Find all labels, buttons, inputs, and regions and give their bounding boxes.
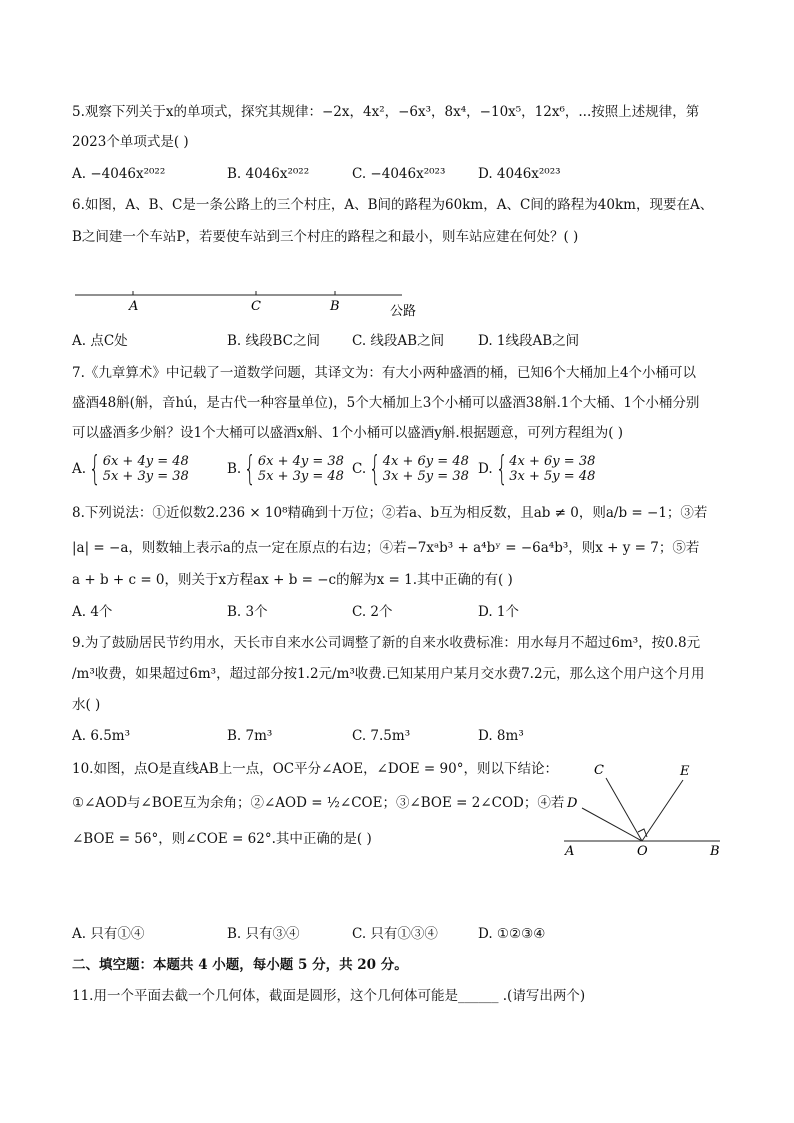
q11-line1: 11.用一个平面去截一个几何体，截面是圆形，这个几何体可能是______ .(请写出两个) (72, 988, 586, 1004)
q6-option-b: B. 线段BC之间 (227, 333, 321, 349)
q7-line3: 可以盛酒多少斛？设1个大桶可以盛酒x斛、1个小桶可以盛酒y斛.根据题意，可列方程组为( ) (72, 425, 624, 441)
q7-line1: 7.《九章算术》中记载了一道数学问题，其译文为：有大小两种盛酒的桶，已知6个大桶加上4个小桶可以 (72, 365, 697, 381)
q10-option-c: C. 只有①③④ (352, 926, 438, 942)
point-label-a: A (129, 299, 139, 314)
q5-option-d: D. 4046x²⁰²³ (478, 166, 561, 182)
q9-option-a: A. 6.5m³ (72, 728, 131, 744)
point-label-c: C (594, 763, 604, 778)
point-label-b: B (330, 299, 340, 314)
point-label-b: B (710, 844, 720, 859)
q6-option-a: A. 点C处 (72, 333, 128, 349)
q6-options (72, 330, 732, 352)
equation-2: 5x + 3y = 38 (102, 469, 189, 484)
q7-option-c (352, 449, 469, 489)
equation-2: 3x + 5y = 48 (509, 469, 596, 484)
brace: { (244, 449, 256, 489)
q10-line1: 10.如图，点O是直线AB上一点，OC平分∠AOE，∠DOE = 90°，则以下结论： (72, 761, 558, 777)
option-label: B. (227, 461, 242, 477)
point-label-e: E (680, 764, 690, 779)
q6-road-figure (70, 283, 430, 323)
equation-1: 4x + 6y = 38 (509, 454, 596, 469)
q6-line2: B之间建一个车站P，若要使车站到三个村庄的路程之和最小，则车站应建在何处？( ) (72, 229, 579, 245)
brace: { (369, 449, 381, 489)
option-label: D. (478, 461, 493, 477)
option-label: A. (72, 461, 87, 477)
q10-options (72, 923, 732, 945)
q6-option-d: D. 1线段AB之间 (478, 333, 580, 349)
q8-option-a: A. 4个 (72, 604, 113, 620)
q10-option-b: B. 只有③④ (227, 926, 300, 942)
q9-option-d: D. 8m³ (478, 728, 524, 744)
brace: { (495, 449, 508, 489)
q9-option-b: B. 7m³ (227, 728, 273, 744)
q8-option-d: D. 1个 (478, 604, 520, 620)
q9-line3: 水( ) (72, 697, 101, 713)
road-label: 公路 (390, 304, 417, 319)
q9-line1: 9.为了鼓励居民节约用水，天长市自来水公司调整了新的自来水收费标准：用水每月不超过6m³，按0.8元 (72, 635, 701, 651)
q6-line1: 6.如图，A、B、C是一条公路上的三个村庄，A、B间的路程为60km，A、C间的路程为40km，现要在A、 (72, 197, 714, 213)
q10-line3: ∠BOE = 56°，则∠COE = 62°.其中正确的是( ) (72, 831, 372, 847)
q7-option-b (227, 449, 344, 489)
q8-option-b: B. 3个 (227, 604, 268, 620)
q7-option-d (478, 449, 596, 489)
q9-line2: /m³收费，如果超过6m³，超过部分按1.2元/m³收费.已知某用户某月交水费7.2元，那么这个用户这个月用 (72, 666, 705, 682)
ray-oe (642, 780, 683, 841)
q5-options (72, 163, 732, 185)
q7-options (72, 449, 732, 489)
equation-2: 5x + 3y = 48 (257, 469, 344, 484)
q8-option-c: C. 2个 (352, 604, 393, 620)
q8-options (72, 601, 732, 623)
brace: { (88, 449, 101, 489)
q5-line1: 5.观察下列关于x的单项式，探究其规律：−2x，4x²，−6x³，8x⁴，−10x⁵，12x⁶，...按照上述规律，第 (72, 104, 700, 120)
section-heading: 二、填空题：本题共 4 小题，每小题 5 分，共 20 分。 (72, 957, 408, 973)
equation-1: 4x + 6y = 48 (382, 454, 469, 469)
q5-option-a: A. −4046x²⁰²² (72, 166, 166, 182)
q7-line2: 盛酒48斛(斛，音hú，是古代一种容量单位)，5个大桶加上3个小桶可以盛酒38斛.1个大桶、1个小桶分别 (72, 395, 700, 411)
q5-option-c: C. −4046x²⁰²³ (352, 166, 446, 182)
q5-line2: 2023个单项式是( ) (72, 134, 189, 150)
point-label-c: C (251, 299, 261, 314)
q9-options (72, 725, 732, 747)
q8-line1: 8.下列说法：①近似数2.236 × 10⁸精确到十万位；②若a、b互为相反数，且ab ≠ 0，则a/b = −1；③若 (72, 505, 708, 521)
q8-line3: a + b + c = 0，则关于x方程ax + b = −c的解为x = 1.其中正确的有( ) (72, 572, 513, 588)
equation-1: 6x + 4y = 38 (257, 454, 344, 469)
option-label: C. (352, 461, 367, 477)
q10-option-d: D. ①②③④ (478, 926, 546, 942)
point-label-d: D (567, 796, 578, 811)
q10-angle-figure (560, 758, 730, 863)
point-label-o: O (637, 844, 648, 859)
q7-option-a (72, 449, 189, 489)
q5-option-b: B. 4046x²⁰²² (227, 166, 310, 182)
point-label-a: A (565, 844, 575, 859)
q6-option-c: C. 线段AB之间 (352, 333, 445, 349)
q9-option-c: C. 7.5m³ (352, 728, 411, 744)
q8-line2: |a| = −a，则数轴上表示a的点一定在原点的右边；④若−7xᵃb³ + a⁴bʸ = −6a⁴b³，则x + y = 7；⑤若 (72, 540, 700, 556)
equation-2: 3x + 5y = 38 (382, 469, 469, 484)
equation-1: 6x + 4y = 48 (102, 454, 189, 469)
q10-option-a: A. 只有①④ (72, 926, 145, 942)
q10-line2: ①∠AOD与∠BOE互为余角；②∠AOD = ½∠COE；③∠BOE = 2∠COD；④若 (72, 795, 565, 811)
